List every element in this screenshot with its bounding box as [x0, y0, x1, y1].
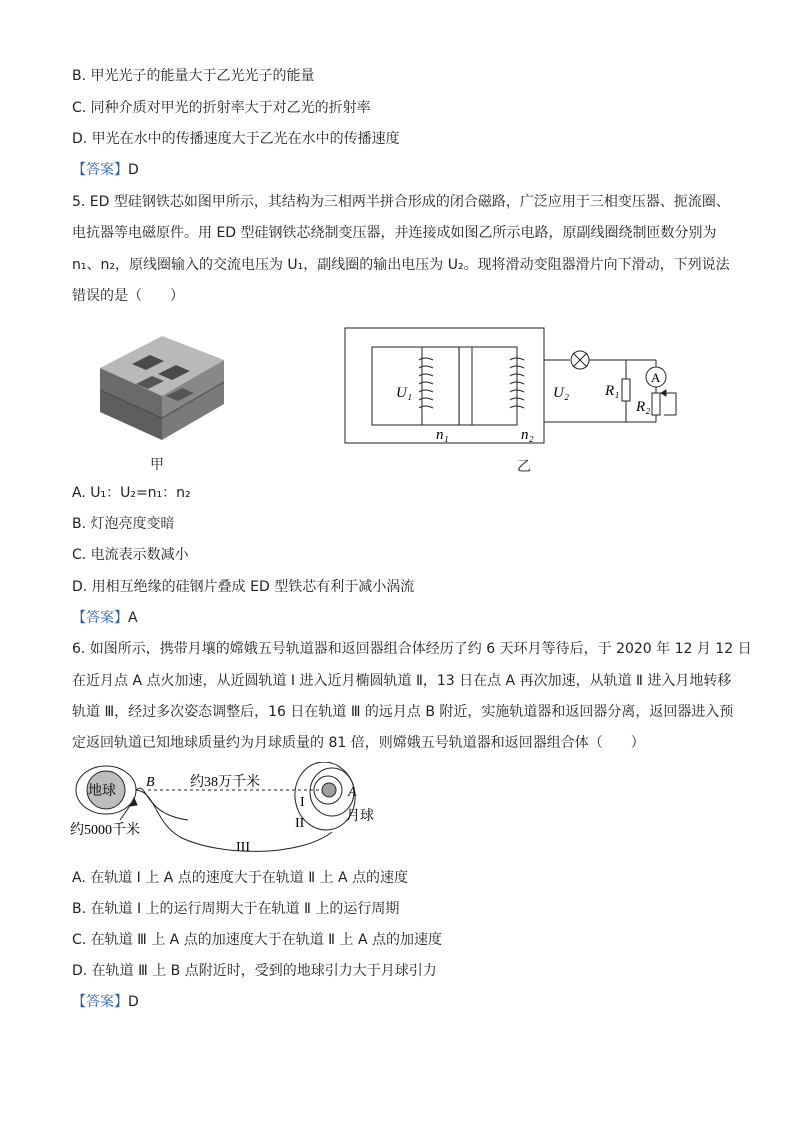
distance-label: 约38万千米	[190, 775, 260, 790]
orbit-3-label: III	[236, 840, 250, 855]
answer-tag: 【答案】	[72, 610, 128, 626]
q5-option-a: A. U₁：U₂=n₁：n₂	[72, 485, 191, 501]
q5-answer	[72, 608, 138, 628]
q5-stem-line-4: 错误的是（ ）	[72, 288, 184, 304]
q5-option-d: D. 用相互绝缘的硅钢片叠成 ED 型铁芯有利于减小涡流	[72, 579, 415, 595]
fig-jia-caption: 甲	[150, 457, 164, 473]
n2-label: n₂	[521, 427, 534, 443]
point-a-label: A	[348, 785, 357, 800]
u1-label: U₁	[396, 385, 413, 401]
earth-label: 地球	[88, 784, 116, 799]
answer-value: D	[128, 994, 139, 1010]
ammeter-label: A	[651, 370, 661, 385]
q4-option-d: D. 甲光在水中的传播速度大于乙光在水中的传播速度	[72, 131, 400, 147]
answer-tag: 【答案】	[72, 994, 128, 1010]
q6-answer	[72, 992, 139, 1012]
point-b-label: B	[146, 775, 155, 790]
q6-stem-line-3: 轨道 Ⅲ，经过多次姿态调整后，16 日在轨道 Ⅲ 的远月点 B 附近，实施轨道器和返回器分离，返回器进入预	[72, 704, 734, 720]
orbit-2-label: II	[295, 816, 305, 831]
moon-label: 月球	[346, 809, 374, 824]
q6-option-b: B. 在轨道 Ⅰ 上的运行周期大于在轨道 Ⅱ 上的运行周期	[72, 901, 400, 917]
q5-option-b: B. 灯泡亮度变暗	[72, 516, 175, 532]
answer-value: D	[128, 162, 139, 178]
q6-stem-line-4: 定返回轨道已知地球质量约为月球质量的 81 倍，则嫦娥五号轨道器和返回器组合体（ ）	[72, 735, 645, 751]
answer-value: A	[128, 610, 138, 626]
q6-option-c: C. 在轨道 Ⅲ 上 A 点的加速度大于在轨道 Ⅱ 上 A 点的加速度	[72, 932, 442, 948]
answer-tag: 【答案】	[72, 162, 128, 178]
q6-option-d: D. 在轨道 Ⅲ 上 B 点附近时，受到的地球引力大于月球引力	[72, 963, 437, 979]
q5-option-c: C. 电流表示数减小	[72, 547, 189, 563]
altitude-label: 约5000千米	[70, 823, 140, 838]
q5-stem-line-3: n₁、n₂，原线圈输入的交流电压为 U₁，副线圈的输出电压为 U₂。现将滑动变阻器滑片向下滑动，下列说法	[72, 257, 730, 273]
q6-stem-line-2: 在近月点 A 点火加速，从近圆轨道 Ⅰ 进入近月椭圆轨道 Ⅱ，13 日在点 A 再次加速，从轨道 Ⅱ 进入月地转移	[72, 673, 732, 689]
r2-label: R₂	[636, 399, 651, 415]
r1-label: R₁	[605, 383, 620, 399]
orbit-figure	[70, 762, 390, 858]
q5-stem-line-1: 5. ED 型硅钢铁芯如图甲所示，其结构为三相两半拼合形成的闭合磁路，广泛应用于三相变压器、扼流圈、	[72, 194, 730, 210]
orbit-1-label: I	[300, 795, 305, 810]
fig-yi-caption: 乙	[517, 459, 531, 475]
ed-core-figure	[92, 320, 232, 445]
q4-answer	[72, 160, 139, 180]
q6-stem-line-1: 6. 如图所示，携带月壤的嫦娥五号轨道器和返回器组合体经历了约 6 天环月等待后，于 2020 年 12 月 12 日	[72, 641, 752, 657]
q4-option-b: B. 甲光光子的能量大于乙光光子的能量	[72, 68, 315, 84]
q6-option-a: A. 在轨道 Ⅰ 上 A 点的速度大于在轨道 Ⅱ 上 A 点的速度	[72, 870, 409, 886]
q5-stem-line-2: 电抗器等电磁原件。用 ED 型硅钢铁芯绕制变压器，并连接成如图乙所示电路，原副线圈绕制匝数分别为	[72, 225, 717, 241]
u2-label: U₂	[553, 385, 570, 401]
transformer-circuit-figure	[344, 327, 720, 445]
q4-option-c: C. 同种介质对甲光的折射率大于对乙光的折射率	[72, 100, 371, 116]
n1-label: n₁	[436, 427, 449, 443]
